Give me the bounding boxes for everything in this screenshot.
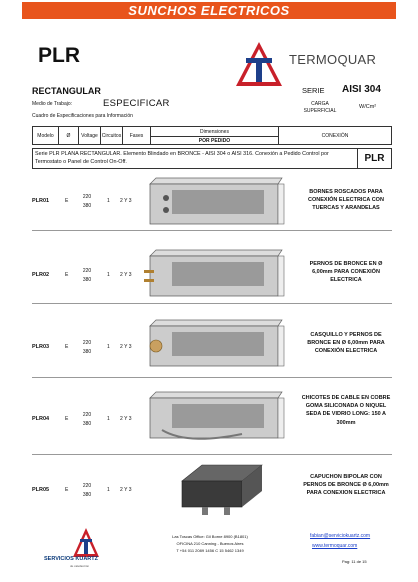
description-code: PLR	[357, 149, 391, 168]
website-link[interactable]: www.termoquar.com	[312, 543, 358, 549]
col-fases: Fases	[123, 127, 151, 144]
description-box	[32, 148, 392, 169]
table-row	[32, 461, 392, 513]
spec-header	[32, 126, 392, 145]
col-voltage: Voltage	[79, 127, 101, 144]
row-phases: 2 Y 3	[120, 416, 132, 422]
description-text: Serie PLR PLANA RECTANGULAR. Elemento Blindado en BRONCE - AISI 304 o AISI 316. Conexión a Pedido Control por Termostato o Panel de Control On-Off.	[35, 151, 329, 165]
row-voltage: 220 380	[82, 268, 92, 283]
col-circuitos: Circuitos	[101, 127, 123, 144]
row-circuits: 1	[107, 487, 110, 493]
medio-label: Medio de Trabajo:	[32, 101, 73, 107]
table-row	[32, 248, 392, 300]
row-voltage: 220 380	[82, 194, 92, 209]
row-model: PLR01	[32, 198, 50, 204]
row-connection: BORNES ROSCADOS PARA CONEXIÓN ELECTRICA CON TUERCAS Y ARANDELAS	[308, 189, 384, 212]
row-model: PLR04	[32, 416, 50, 422]
row-phi: E	[65, 487, 69, 493]
col-phi: Ø	[59, 127, 79, 144]
col-por-pedido: POR PEDIDO	[198, 138, 231, 144]
row-phi: E	[65, 198, 69, 204]
row-model: PLR02	[32, 272, 50, 278]
footer-address: Las Toscas Office: Gil Borne 8900 (B1801) OFICINA 210 Canning - Buenos Aires T +54 011 2089 1456 C 15 5462 1349	[172, 534, 248, 553]
row-phi: E	[65, 272, 69, 278]
row-voltage: 220 380	[82, 412, 92, 427]
cuadro-label: Cuadro de Especificaciones para Información	[32, 113, 133, 119]
kuartz-logo	[72, 526, 100, 558]
row-model: PLR03	[32, 344, 50, 350]
row-divider	[32, 303, 392, 304]
row-phi: E	[65, 344, 69, 350]
serie-value: AISI 304	[342, 84, 381, 95]
footer-tagline: de calefacción	[70, 564, 90, 568]
logo-text: TERMOQUAR	[289, 52, 377, 67]
email-link[interactable]: fabian@serviciokuartz.com	[310, 533, 371, 539]
row-connection: CASQUILLO Y PERNOS DE BRONCE EN Ø 6,00mm PARA CONEXIÓN ELECTRICA	[307, 332, 385, 355]
row-model: PLR05	[32, 487, 50, 493]
row-divider	[32, 230, 392, 231]
title-banner: SUNCHOS ELECTRICOS	[22, 2, 396, 19]
heater-image-chicotes	[142, 390, 292, 442]
row-circuits: 1	[107, 344, 110, 350]
row-phases: 2 Y 3	[120, 272, 132, 278]
footer-brand: SERVICIOS KUARTZ	[44, 556, 98, 562]
product-code: PLR	[38, 44, 80, 67]
row-circuits: 1	[107, 416, 110, 422]
row-connection: CHICOTES DE CABLE EN COBRE GOMA SILICONADA O NIQUEL SEDA DE VIDRIO LONG: 150 A 300mm	[301, 395, 391, 426]
heater-image-casquillo	[142, 318, 292, 370]
serie-label: SERIE	[302, 86, 325, 95]
row-phases: 2 Y 3	[120, 198, 132, 204]
row-circuits: 1	[107, 272, 110, 278]
row-divider	[32, 454, 392, 455]
row-phi: E	[65, 416, 69, 422]
row-circuits: 1	[107, 198, 110, 204]
col-modelo: Modelo	[33, 127, 59, 144]
row-connection: PERNOS DE BRONCE EN Ø 6,00mm PARA CONEXIÓN ELECTRICA	[309, 261, 383, 284]
row-divider	[32, 377, 392, 378]
row-connection: CAPUCHON BIPOLAR CON PERNOS DE BRONCE Ø 6,00mm PARA CONEXION ELECTRICA	[303, 474, 389, 497]
carga-label: CARGA SUPERFICIAL	[303, 101, 337, 114]
col-dimensiones: Dimensiones	[151, 127, 278, 137]
row-phases: 2 Y 3	[120, 344, 132, 350]
row-voltage: 220 380	[82, 483, 92, 498]
table-row	[32, 176, 392, 228]
carga-unit: W/Cm²	[359, 104, 377, 110]
heater-image-capuchon	[142, 461, 292, 517]
row-voltage: 220 380	[82, 340, 92, 355]
col-conexion: CONEXIÓN	[278, 127, 391, 144]
table-row	[32, 390, 392, 442]
page-number: Pag: 11 de 15	[342, 559, 367, 564]
row-phases: 2 Y 3	[120, 487, 132, 493]
medio-value: ESPECIFICAR	[103, 98, 170, 109]
heater-image-bornes	[142, 176, 292, 228]
table-row	[32, 318, 392, 370]
shape-label: RECTANGULAR	[32, 86, 101, 96]
heater-image-pernos	[142, 248, 292, 300]
